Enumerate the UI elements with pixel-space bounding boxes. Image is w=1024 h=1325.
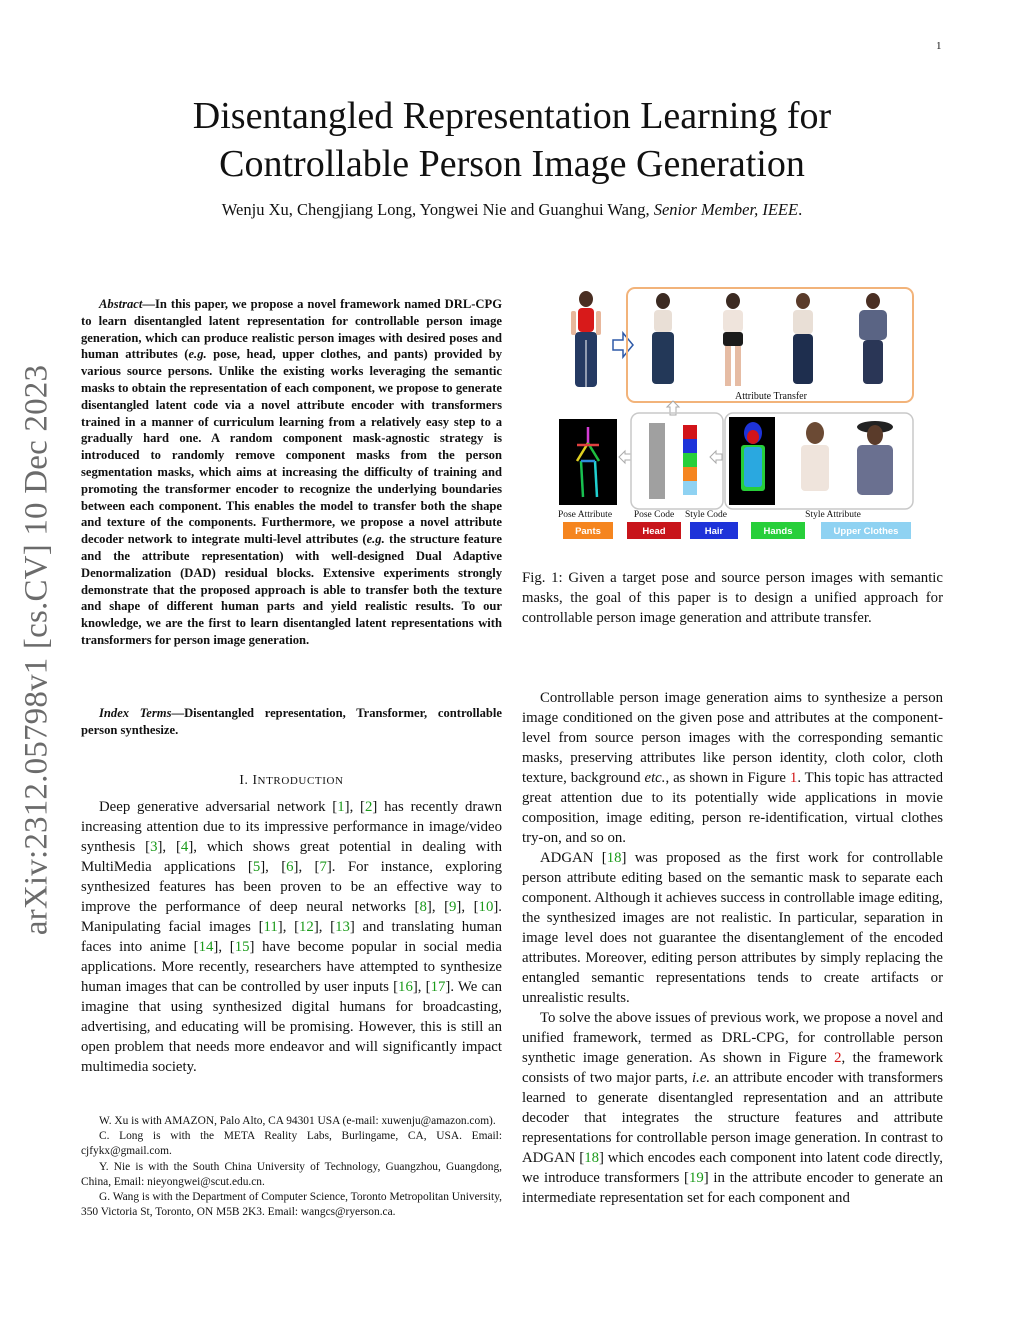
arxiv-stamp	[16, 350, 58, 950]
footnote: W. Xu is with AMAZON, Palo Alto, CA 94301 USA (e-mail: xuwenju@amazon.com).	[99, 1115, 496, 1127]
arrow-left-icon	[710, 451, 722, 463]
footnotes	[81, 1114, 502, 1220]
authors-names: Wenju Xu, Chengjiang Long, Yongwei Nie and Guanghui Wang,	[221, 200, 654, 219]
style-code-pants	[683, 467, 697, 481]
style-code-upper	[683, 481, 697, 495]
citation-link[interactable]: 18	[606, 850, 622, 866]
paragraph: To solve the above issues of previous work, we propose a novel and unified framework, termed as DRL-CPG, for controllable person synthetic image generation. As shown in Figure 2, the framework consists of two major parts, i.e. an attribute encoder with transformers learned to generate disentangled representation and an attribute decoder that integrates the structure features and attribute representations for controllable person image generation. In contrast to ADGAN [18] which encodes each component into latent code directly, we introduce transformers [19] in the attribute encoder to generate an intermediate representation set for each component and	[522, 1010, 944, 1206]
chip-hands-label: Hands	[763, 526, 793, 537]
citation-link[interactable]: 3	[150, 839, 158, 855]
source-person-photo	[561, 289, 611, 394]
abstract-eg-1: e.g.	[188, 347, 207, 362]
paper-title	[100, 92, 924, 188]
chip-head-label: Head	[642, 526, 666, 537]
code-box	[631, 413, 723, 509]
abstract-text-1: —In this paper, we propose a novel framework named DRL-CPG to learn disentangled latent representation for controllable person image generation, which can produce realistic person images with desired poses and human attributes (	[81, 297, 502, 362]
generated-person-4	[859, 293, 887, 384]
index-terms-text: —Disentangled representation, Transformer, controllable person synthesize.	[81, 706, 502, 737]
caption-label: Fig. 1:	[522, 570, 569, 586]
citation-link[interactable]: 1	[337, 799, 345, 815]
paragraph: Controllable person image generation aims to synthesize a person image conditioned on the given pose and attributes at the component-level from source person images with the corresponding semantic masks, preserving attributes like person identity, cloth color, cloth texture, background etc., as shown in Figure 1. This topic has attracted great attention due to its potentially wide applications in movie composition, image editing, person re-identification, virtual clothes try-on, and so on.	[522, 690, 944, 846]
figure-caption	[522, 568, 943, 628]
citation-link[interactable]: 19	[688, 1170, 704, 1186]
right-column-text	[522, 688, 943, 1208]
section-heading	[81, 772, 502, 788]
style-code-label: Style Code	[685, 510, 727, 520]
index-terms	[81, 705, 502, 739]
generated-person-2	[723, 293, 743, 386]
arxiv-id: arXiv:2312.05798v1 [cs.CV] 10 Dec 2023	[18, 364, 55, 936]
intro-paragraph: Deep generative adversarial network [1], [2] has recently drawn increasing attention due to its impressive performance in image/video synthesis [3], [4], which shows great potential in dealing with MultiMedia applications [5], [6], [7]. For instance, exploring synthesized features has been proven to be an effective way to improve the performance of deep neural networks [8], [9], [10]. Manipulating facial images [11], [12], [13] and translating human faces into anime [14], [15] have become popular in social media applications. More recently, researchers have attempted to synthesize human images that can be controlled by user inputs [16], [17]. We can imagine that using synthesized digital humans for broadcasting, advertising, and educating will be promising. However, this is still an open problem that needs more endeavor and will significantly impact multimedia society.	[81, 799, 502, 1075]
caption-text: Given a target pose and source person images with semantic masks, the goal of this paper is to design a unified approach for controllable person image generation and attribute transfer.	[522, 570, 943, 626]
citation-link[interactable]: 14	[198, 939, 214, 955]
citation-link[interactable]: 15	[234, 939, 250, 955]
index-terms-label: Index Terms	[99, 706, 172, 720]
citation-link[interactable]: 13	[335, 919, 350, 935]
chip-hair-label: Hair	[704, 526, 724, 537]
citation-link[interactable]: 12	[299, 919, 314, 935]
citation-link[interactable]: 4	[180, 839, 189, 855]
footnote: Y. Nie is with the South China University of Technology, Guangzhou, Guangdong, China, Email: nieyongwei@scut.edu.cn.	[81, 1160, 502, 1188]
pose-code-bar	[649, 423, 665, 499]
citation-link[interactable]: 5	[252, 859, 261, 875]
style-photo-1	[791, 417, 839, 505]
attribute-transfer-label: Attribute Transfer	[735, 391, 807, 402]
generated-person-1	[652, 293, 674, 384]
abstract-eg-2: e.g.	[366, 532, 385, 547]
pose-attribute-label: Pose Attribute	[557, 510, 613, 520]
footnote: C. Long is with the META Reality Labs, Burlingame, CA, USA. Email: cjfykx@gmail.com.	[81, 1130, 502, 1158]
authors-membership: Senior Member, IEEE	[653, 200, 799, 219]
chip-upper-clothes-label: Upper Clothes	[833, 526, 899, 537]
abstract-text-3: the structure feature and the attribute representation) with well-designed Dual Adaptive Denormalization (DAD) residual blocks. Extensive experiments strongly demonstrate that the proposed approach is able to transfer both the texture and shape of different human parts and yield realistic results. To our knowledge, we are the first to learn disentangled latent representations with transformers for person image generation.	[81, 532, 502, 647]
style-photo-2	[847, 417, 905, 505]
citation-link[interactable]: 8	[419, 899, 427, 915]
citation-link[interactable]: 16	[398, 979, 413, 995]
abstract	[81, 296, 502, 649]
style-code-head	[683, 425, 697, 439]
author-list	[100, 200, 924, 220]
section-number: I.	[239, 772, 253, 787]
citation-link[interactable]: 17	[430, 979, 446, 995]
style-attribute-label: Style Attribute	[805, 510, 861, 520]
chip-pants-label: Pants	[575, 526, 601, 537]
section-title-first: I	[252, 772, 258, 787]
paragraph: ADGAN [18] was proposed as the first work for controllable person attribute editing based on the semantic mask to separate each component. Although it achieves success in controllable image editing, the synthesized images are not realistic. In particular, separation in image level does not guarantee the disentanglement of the encoded attributes. Moreover, editing person attributes by simply replacing the entangled semantic representations tends to create artifacts or unrealistic results.	[522, 850, 943, 1006]
arrow-left-icon	[619, 451, 631, 463]
title-line-2: Controllable Person Image Generation	[219, 143, 805, 185]
citation-link[interactable]: 6	[286, 859, 294, 875]
generated-person-3	[793, 293, 813, 384]
citation-link[interactable]: 11	[263, 919, 278, 935]
footnote: G. Wang is with the Department of Computer Science, Toronto Metropolitan University, 350 Victoria St, Toronto, ON M5B 2K3. Email: wangcs@ryerson.ca.	[81, 1191, 502, 1219]
section-title-rest: NTRODUCTION	[257, 775, 344, 787]
figure-1	[553, 285, 948, 543]
authors-period: .	[798, 200, 803, 219]
pose-code-label: Pose Code	[633, 510, 675, 520]
page-number: 1	[936, 40, 942, 52]
style-code-hands	[683, 453, 697, 467]
citation-link[interactable]: 7	[319, 859, 327, 875]
citation-link[interactable]: 2	[364, 799, 373, 815]
citation-link[interactable]: 10	[478, 899, 494, 915]
figure-link[interactable]: 1	[789, 770, 798, 786]
arrow-right-icon	[613, 333, 633, 357]
citation-link[interactable]: 18	[584, 1150, 599, 1166]
figure-1-graphic	[553, 285, 948, 543]
figure-link[interactable]: 2	[834, 1050, 842, 1066]
citation-link[interactable]: 9	[449, 899, 457, 915]
abstract-label: Abstract	[99, 297, 143, 311]
style-code-hair	[683, 439, 697, 453]
title-line-1: Disentangled Representation Learning for	[192, 95, 832, 137]
abstract-text-2: pose, head, upper clothes, and pants) provided by various source persons. Unlike the existing works leveraging the semantic masks to obtain the representation of each component, we propose to generate disentangled latent code via a novel attribute encoder with transformers trained in a manner of curriculum learning from a relatively easy step to a gradually hard one. A random component mask-agnostic strategy is introduced to randomly remove component masks from the person segmentation masks, which aims at increasing the difficulty of training and promoting the transformer encoder to recognize the underlying boundaries between each component. This enables the model to transfer both the shape and texture of the components. Furthermore, we propose a novel attribute decoder network to integrate multi-level attributes (	[81, 347, 502, 547]
